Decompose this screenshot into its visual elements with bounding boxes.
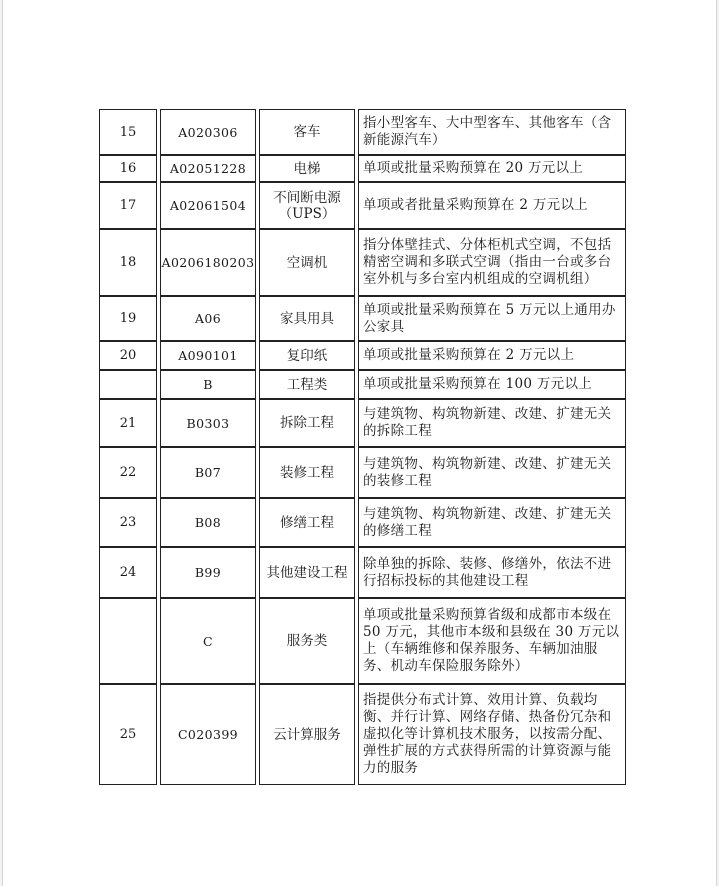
- row-number: 19: [99, 296, 157, 341]
- row-number: 23: [99, 498, 157, 547]
- table-row: [99, 341, 627, 370]
- item-code: C: [160, 598, 256, 684]
- table-row: [99, 182, 627, 229]
- item-code: A02061504: [160, 182, 256, 229]
- item-code: B0303: [160, 399, 256, 447]
- item-description: 单项或批量采购预算省级和成都市本级在 50 万元，其他市本级和县级在 30 万元以上（车辆维修和保养服务、车辆加油服务、机动车保险服务除外）: [358, 598, 626, 684]
- table-row: [99, 399, 627, 447]
- row-number: 22: [99, 447, 157, 498]
- item-code: B07: [160, 447, 256, 498]
- item-name: 客车: [259, 109, 355, 155]
- item-description: 单项或批量采购预算在 100 万元以上: [358, 370, 626, 399]
- table-row: [99, 155, 627, 182]
- row-number: 16: [99, 155, 157, 182]
- item-description: 指提供分布式计算、效用计算、负载均衡、并行计算、网络存储、热备份冗杂和虚拟化等计算机技术服务，以按需分配、弹性扩展的方式获得所需的计算资源与能力的服务: [358, 684, 626, 785]
- item-description: 与建筑物、构筑物新建、改建、扩建无关的修缮工程: [358, 498, 626, 547]
- table-row: [99, 598, 627, 684]
- table-row: [99, 229, 627, 296]
- item-code: A0206180203: [160, 229, 256, 296]
- row-number: 17: [99, 182, 157, 229]
- table-row: [99, 498, 627, 547]
- item-name: 其他建设工程: [259, 547, 355, 598]
- item-name: 复印纸: [259, 341, 355, 370]
- item-description: 单项或者批量采购预算在 2 万元以上: [358, 182, 626, 229]
- table-row: [99, 109, 627, 155]
- item-description: 单项或批量采购预算在 2 万元以上: [358, 341, 626, 370]
- item-code: C020399: [160, 684, 256, 785]
- row-number: [99, 370, 157, 399]
- row-number: 20: [99, 341, 157, 370]
- item-name: 装修工程: [259, 447, 355, 498]
- document-page: [2, 0, 717, 886]
- item-code: A06: [160, 296, 256, 341]
- row-number: 25: [99, 684, 157, 785]
- item-code: B99: [160, 547, 256, 598]
- item-code: A090101: [160, 341, 256, 370]
- item-description: 除单独的拆除、装修、修缮外，依法不进行招标投标的其他建设工程: [358, 547, 626, 598]
- table-row: [99, 447, 627, 498]
- item-description: 指小型客车、大中型客车、其他客车（含新能源汽车）: [358, 109, 626, 155]
- item-description: 单项或批量采购预算在 5 万元以上通用办公家具: [358, 296, 626, 341]
- item-description: 与建筑物、构筑物新建、改建、扩建无关的拆除工程: [358, 399, 626, 447]
- table-row: [99, 547, 627, 598]
- item-description: 指分体壁挂式、分体柜机式空调，不包括精密空调和多联式空调（指由一台或多台室外机与多台室内机组成的空调机组）: [358, 229, 626, 296]
- row-number: 21: [99, 399, 157, 447]
- item-name: 服务类: [259, 598, 355, 684]
- row-number: 15: [99, 109, 157, 155]
- table-row: [99, 296, 627, 341]
- item-name: 修缮工程: [259, 498, 355, 547]
- item-name: 云计算服务: [259, 684, 355, 785]
- table-row: [99, 370, 627, 399]
- item-name: 不间断电源（UPS）: [259, 182, 355, 229]
- item-name: 家具用具: [259, 296, 355, 341]
- item-code: A020306: [160, 109, 256, 155]
- item-code: B: [160, 370, 256, 399]
- item-code: B08: [160, 498, 256, 547]
- table-row: [99, 684, 627, 785]
- item-name: 电梯: [259, 155, 355, 182]
- item-code: A02051228: [160, 155, 256, 182]
- row-number: 18: [99, 229, 157, 296]
- item-name: 工程类: [259, 370, 355, 399]
- row-number: 24: [99, 547, 157, 598]
- item-description: 单项或批量采购预算在 20 万元以上: [358, 155, 626, 182]
- item-description: 与建筑物、构筑物新建、改建、扩建无关的装修工程: [358, 447, 626, 498]
- row-number: [99, 598, 157, 684]
- item-name: 拆除工程: [259, 399, 355, 447]
- item-name: 空调机: [259, 229, 355, 296]
